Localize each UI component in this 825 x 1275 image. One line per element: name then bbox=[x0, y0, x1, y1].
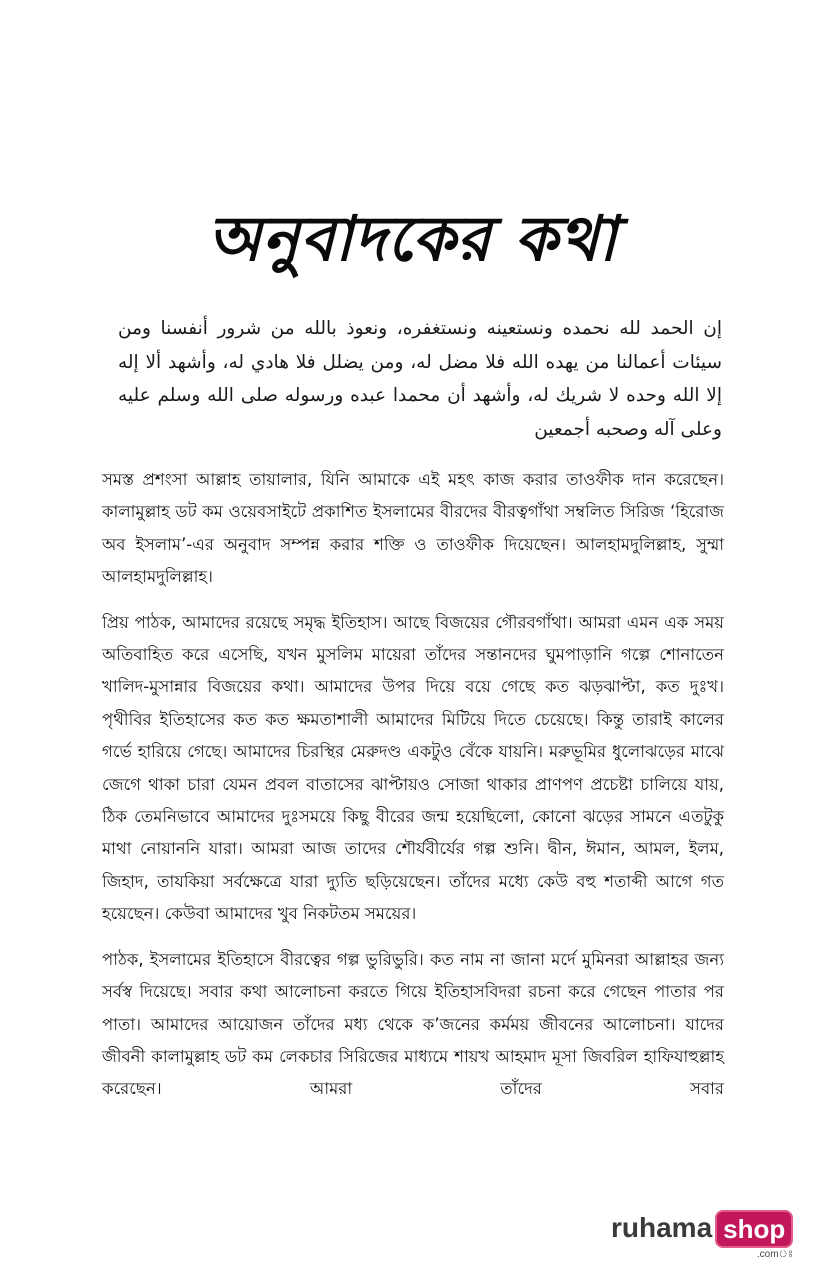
body-text bbox=[102, 464, 724, 1119]
paragraph-1: সমস্ত প্রশংসা আল্লাহ তায়ালার, যিনি আমাকে এই মহৎ কাজ করার তাওফীক দান করেছেন। কালামুল্লাহ ডট কম ওয়েবসাইটে প্রকাশিত ইসলামের বীরদের বীরত্বগাঁথা সম্বলিত সিরিজ ‘হিরোজ অব ইসলাম’-এর অনুবাদ সম্পন্ন করার শক্তি ও তাওফীক দিয়েছেন। আলহামদুলিল্লাহ, সুম্মা আলহামদুলিল্লাহ। bbox=[102, 470, 724, 587]
arabic-introduction: إن الحمد لله نحمده ونستعينه ونستغفره، ونعوذ بالله من شرور أنفسنا ومن سيئات أعمالنا من يهده الله فلا مضل له، ومن يضلل فلا هادي له، وأشهد ألا إله إلا الله وحده لا شريك له، وأشهد أن محمدا عبده ورسوله صلى الله وسلم عليه وعلى آله وصحبه أجمعين bbox=[118, 318, 722, 440]
logo-ruhama-text: ruhama bbox=[611, 1212, 713, 1243]
paragraph-2: প্রিয় পাঠক, আমাদের রয়েছে সমৃদ্ধ ইতিহাস। আছে বিজয়ের গৌরবগাঁথা। আমরা এমন এক সময় অতিবাহিত করে এসেছি, যখন মুসলিম মায়েরা তাঁদের সন্তানদের ঘুমপাড়ানি গল্পে শোনাতেন খালিদ-মুসান্নার বিজয়ের কথা। আমাদের উপর দিয়ে বয়ে গেছে কত ঝড়ঝাপ্টা, কত দুঃখ। পৃথীবির ইতিহাসের কত কত ক্ষমতাশালী আমাদের মিটিয়ে দিতে চেয়েছে। কিন্তু তারাই কালের গর্ভে হারিয়ে গেছে। আমাদের চিরস্থির মেরুদণ্ড একটুও বেঁকে যায়নি। মরুভূমির ধুলোঝড়ের মাঝে জেগে থাকা চারা যেমন প্রবল বাতাসের ঝাপ্টায়ও সোজা থাকার প্রাণপণ প্রচেষ্টা চালিয়ে যায়, ঠিক তেমনিভাবে আমাদের দুঃসময়ে কিছু বীরের জন্ম হয়েছিলো, কোনো ঝড়ের সামনে এতটুকু মাথা নোয়াননি যারা। আমরা আজ তাদের শৌর্যবীর্যের গল্প শুনি। দ্বীন, ঈমান, আমল, ইলম, জিহাদ, তাযকিয়া সর্বক্ষেত্রে যারা দ্যুতি ছড়িয়েছেন। তাঁদের মধ্যে কেউ বহু শতাব্দী আগে গত হয়েছেন। কেউবা আমাদের খুব নিকটতম সময়ের। bbox=[102, 612, 724, 924]
paragraph-3: পাঠক, ইসলামের ইতিহাসে বীরত্বের গল্প ভুরিভুরি। কত নাম না জানা মর্দে মুমিনরা আল্লাহর জন্য সর্বস্ব দিয়েছে। সবার কথা আলোচনা করতে গিয়ে ইতিহাসবিদরা রচনা করে গেছেন পাতার পর পাতা। আমাদের আয়োজন তাঁদের মধ্য থেকে ক’জনের কর্মময় জীবনের আলোচনা। যাদের জীবনী কালামুল্লাহ ডট কম লেকচার সিরিজের মাধ্যমে শায়খ আহমাদ মূসা জিবরিল হাফিযাহুল্লাহ করেছেন। আমরা তাঁদের সবার bbox=[102, 949, 724, 1099]
logo-shop-badge: shop bbox=[715, 1210, 793, 1248]
logo-shop-group bbox=[715, 1210, 793, 1260]
page-title: অনুবাদকের কথা bbox=[207, 201, 618, 275]
ruhamashop-logo bbox=[611, 1210, 794, 1260]
logo-com-text: .comঃ bbox=[756, 1249, 794, 1260]
